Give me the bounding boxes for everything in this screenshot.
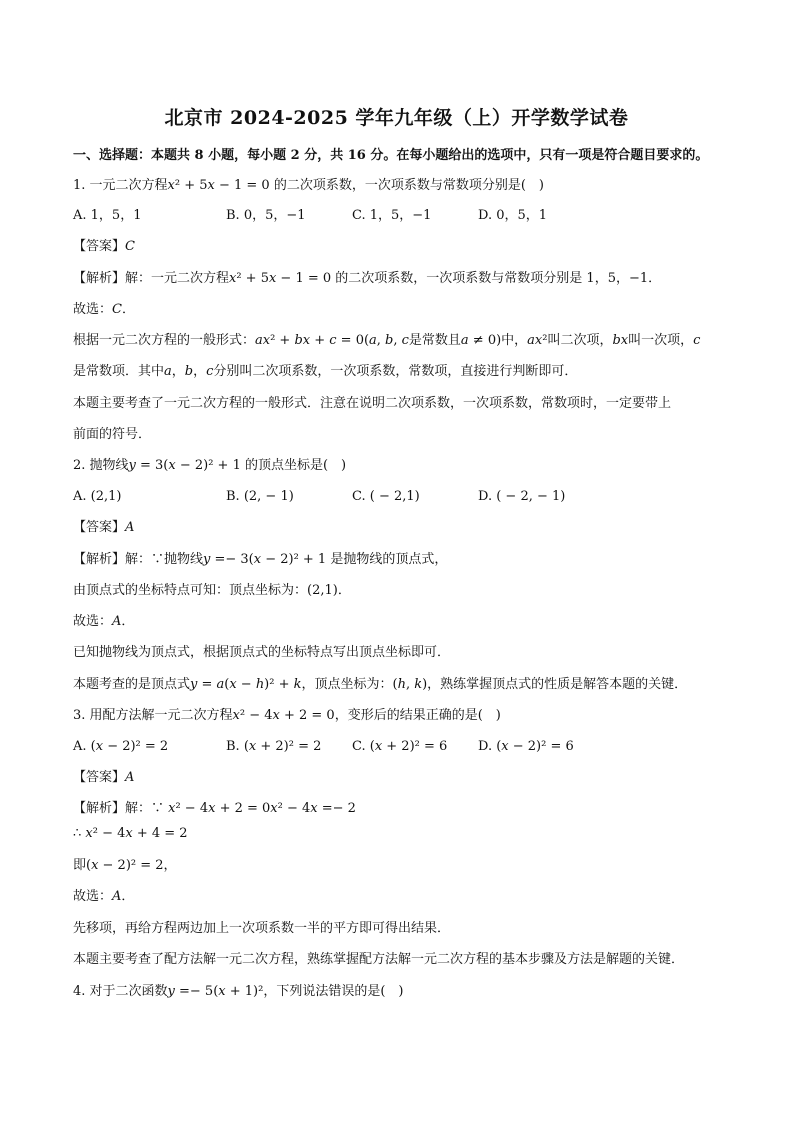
option-c: C. ( − 2,1) xyxy=(352,489,420,504)
page-title: 北京市 2024-2025 学年九年级（上）开学数学试卷 xyxy=(164,107,629,129)
explanation-line: 即(𝑥 − 2)² = 2， xyxy=(73,858,177,873)
question-3-answer: 【答案】𝐴 xyxy=(73,770,135,785)
question-1-stem: 1. 一元二次方程𝑥² + 5𝑥 − 1 = 0 的二次项系数，一次项系数与常数项分别是( ) xyxy=(73,178,544,193)
explanation-line: 故选：𝐴． xyxy=(73,614,135,629)
option-b: B. (2, − 1) xyxy=(226,489,294,504)
explanation-line: 是常数项．其中𝑎，𝑏，𝑐分别叫二次项系数，一次项系数，常数项，直接进行判断即可． xyxy=(73,364,578,379)
explanation-line: 故选：𝐶． xyxy=(73,302,135,317)
explanation-line: 【解析】解：∵抛物线𝑦 =− 3(𝑥 − 2)² + 1 是抛物线的顶点式， xyxy=(73,552,448,567)
explanation-line: 先移项，再给方程两边加上一次项系数一半的平方即可得出结果． xyxy=(73,921,451,936)
question-1-options xyxy=(73,207,723,225)
explanation-line: 由顶点式的坐标特点可知：顶点坐标为：(2,1)． xyxy=(73,583,351,598)
option-a: A. 1，5，1 xyxy=(73,208,142,223)
explanation-line: 已知抛物线为顶点式，根据顶点式的坐标特点写出顶点坐标即可． xyxy=(73,645,451,660)
option-d: D. (𝑥 − 2)² = 6 xyxy=(478,739,574,754)
explanation-line: 前面的符号． xyxy=(73,427,152,442)
explanation-line: 【解析】解：一元二次方程𝑥² + 5𝑥 − 1 = 0 的二次项系数，一次项系数与常数项分别是 1，5，−1． xyxy=(73,271,662,286)
section-heading: 一、选择题：本题共 8 小题，每小题 2 分，共 16 分。在每小题给出的选项中，只有一项是符合题目要求的。 xyxy=(73,148,709,163)
explanation-line: 根据一元二次方程的一般形式：𝑎𝑥² + 𝑏𝑥 + 𝑐 = 0(𝑎, 𝑏, 𝑐是常数且𝑎 ≠ 0)中，𝑎𝑥²叫二次项，𝑏𝑥叫一次项，𝑐 xyxy=(73,333,701,348)
explanation-line: 本题主要考查了配方法解一元二次方程，熟练掌握配方法解一元二次方程的基本步骤及方法是解题的关键． xyxy=(73,952,685,967)
option-b: B. (𝑥 + 2)² = 2 xyxy=(226,739,322,754)
option-a: A. (2,1) xyxy=(73,489,122,504)
question-3-options xyxy=(73,738,723,756)
question-2-answer: 【答案】𝐴 xyxy=(73,520,135,535)
question-4-stem: 4. 对于二次函数𝑦 =− 5(𝑥 + 1)²，下列说法错误的是( ) xyxy=(73,984,404,999)
explanation-line: 本题考查的是顶点式𝑦 = 𝑎(𝑥 − ℎ)² + 𝑘，顶点坐标为：(ℎ, 𝑘)，熟练掌握顶点式的性质是解答本题的关键． xyxy=(73,677,688,692)
question-2-options xyxy=(73,488,723,506)
explanation-line: 故选：𝐴． xyxy=(73,889,135,904)
option-a: A. (𝑥 − 2)² = 2 xyxy=(73,739,169,754)
option-d: D. ( − 2, − 1) xyxy=(478,489,566,504)
explanation-line: ∴ 𝑥² − 4𝑥 + 4 = 2 xyxy=(73,826,188,841)
question-3-stem: 3. 用配方法解一元二次方程𝑥² − 4𝑥 + 2 = 0，变形后的结果正确的是( ) xyxy=(73,708,501,723)
explanation-line: 【解析】解：∵ 𝑥² − 4𝑥 + 2 = 0𝑥² − 4𝑥 =− 2 xyxy=(73,801,356,816)
option-d: D. 0，5，1 xyxy=(478,208,548,223)
question-2-stem: 2. 抛物线𝑦 = 3(𝑥 − 2)² + 1 的顶点坐标是( ) xyxy=(73,458,347,473)
option-c: C. (𝑥 + 2)² = 6 xyxy=(352,739,448,754)
option-c: C. 1，5，−1 xyxy=(352,208,432,223)
explanation-line: 本题主要考查了一元二次方程的一般形式．注意在说明二次项系数，一次项系数，常数项时，一定要带上 xyxy=(73,396,672,411)
option-b: B. 0，5，−1 xyxy=(226,208,306,223)
question-1-answer: 【答案】𝐶 xyxy=(73,239,135,254)
